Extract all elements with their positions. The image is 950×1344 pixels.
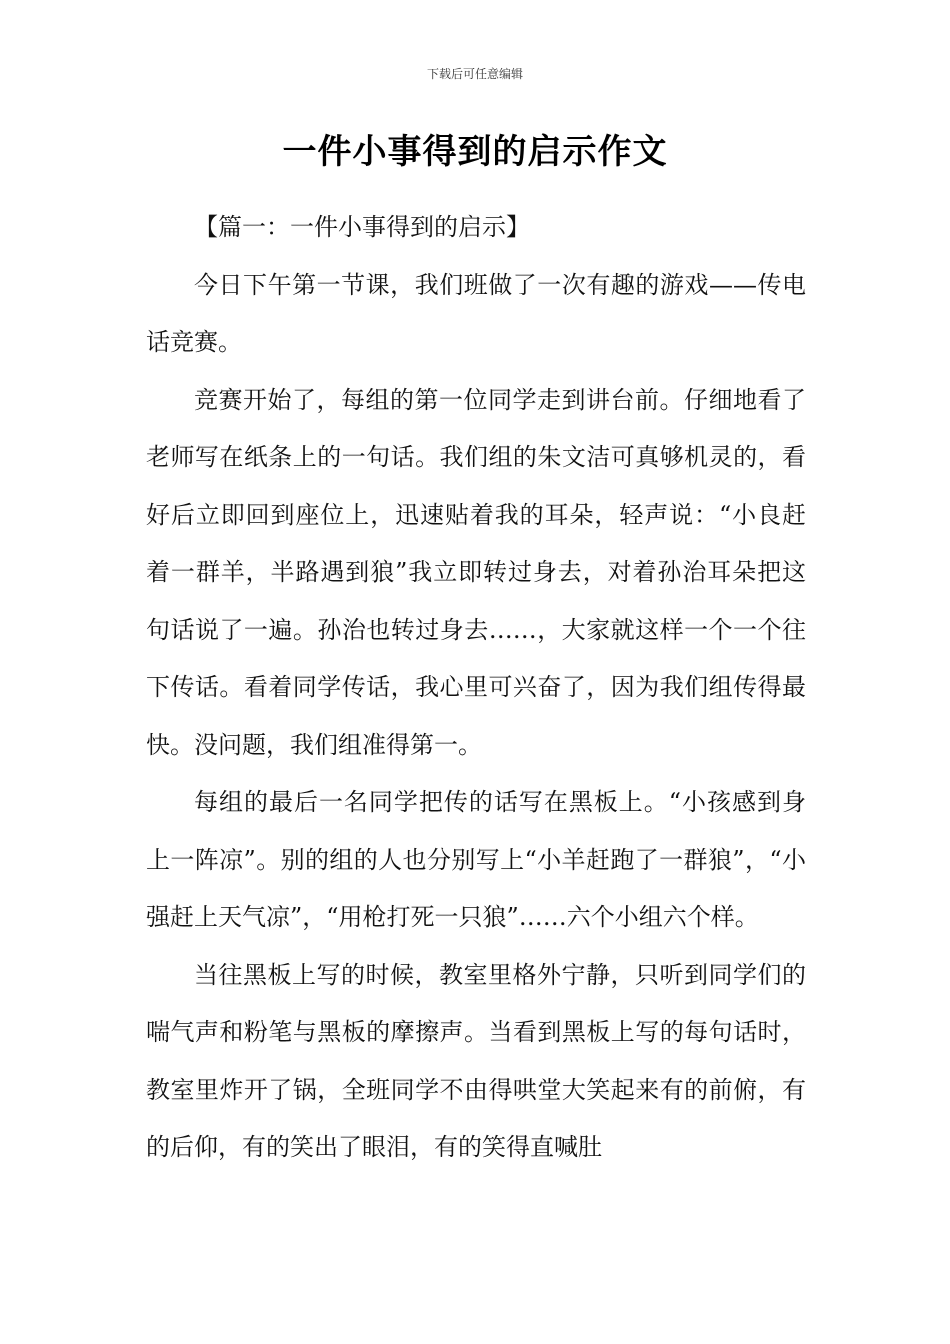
paragraph-1: 今日下午第一节课，我们班做了一次有趣的游戏——传电话竞赛。	[146, 270, 806, 356]
header-note: 下载后可任意编辑	[426, 67, 523, 81]
document-title: 一件小事得到的启示作文	[282, 132, 668, 172]
paragraph-2: 竞赛开始了，每组的第一位同学走到讲台前。仔细地看了老师写在纸条上的一句话。我们组的朱文洁可真够机灵的，看好后立即回到座位上，迅速贴着我的耳朵，轻声说：“小良赶着一群羊，半路遇到狼”我立即转过身去，对着孙治耳朵把这句话说了一遍。孙治也转过身去……，大家就这样一个一个往下传话。看着同学传话，我心里可兴奋了，因为我们组传得最快。没问题，我们组准得第一。	[146, 385, 806, 759]
document-body	[146, 199, 806, 1177]
section-heading: 【篇一：一件小事得到的启示】	[194, 213, 530, 241]
paragraph-3: 每组的最后一名同学把传的话写在黑板上。“小孩感到身上一阵凉”。别的组的人也分别写上“小羊赶跑了一群狼”，“小强赶上天气凉”，“用枪打死一只狼”……六个小组六个样。	[146, 788, 806, 931]
paragraph-4: 当往黑板上写的时候，教室里格外宁静，只听到同学们的喘气声和粉笔与黑板的摩擦声。当看到黑板上写的每句话时，教室里炸开了锅，全班同学不由得哄堂大笑起来有的前俯，有的后仰，有的笑出了眼泪，有的笑得直喊肚	[146, 960, 806, 1161]
